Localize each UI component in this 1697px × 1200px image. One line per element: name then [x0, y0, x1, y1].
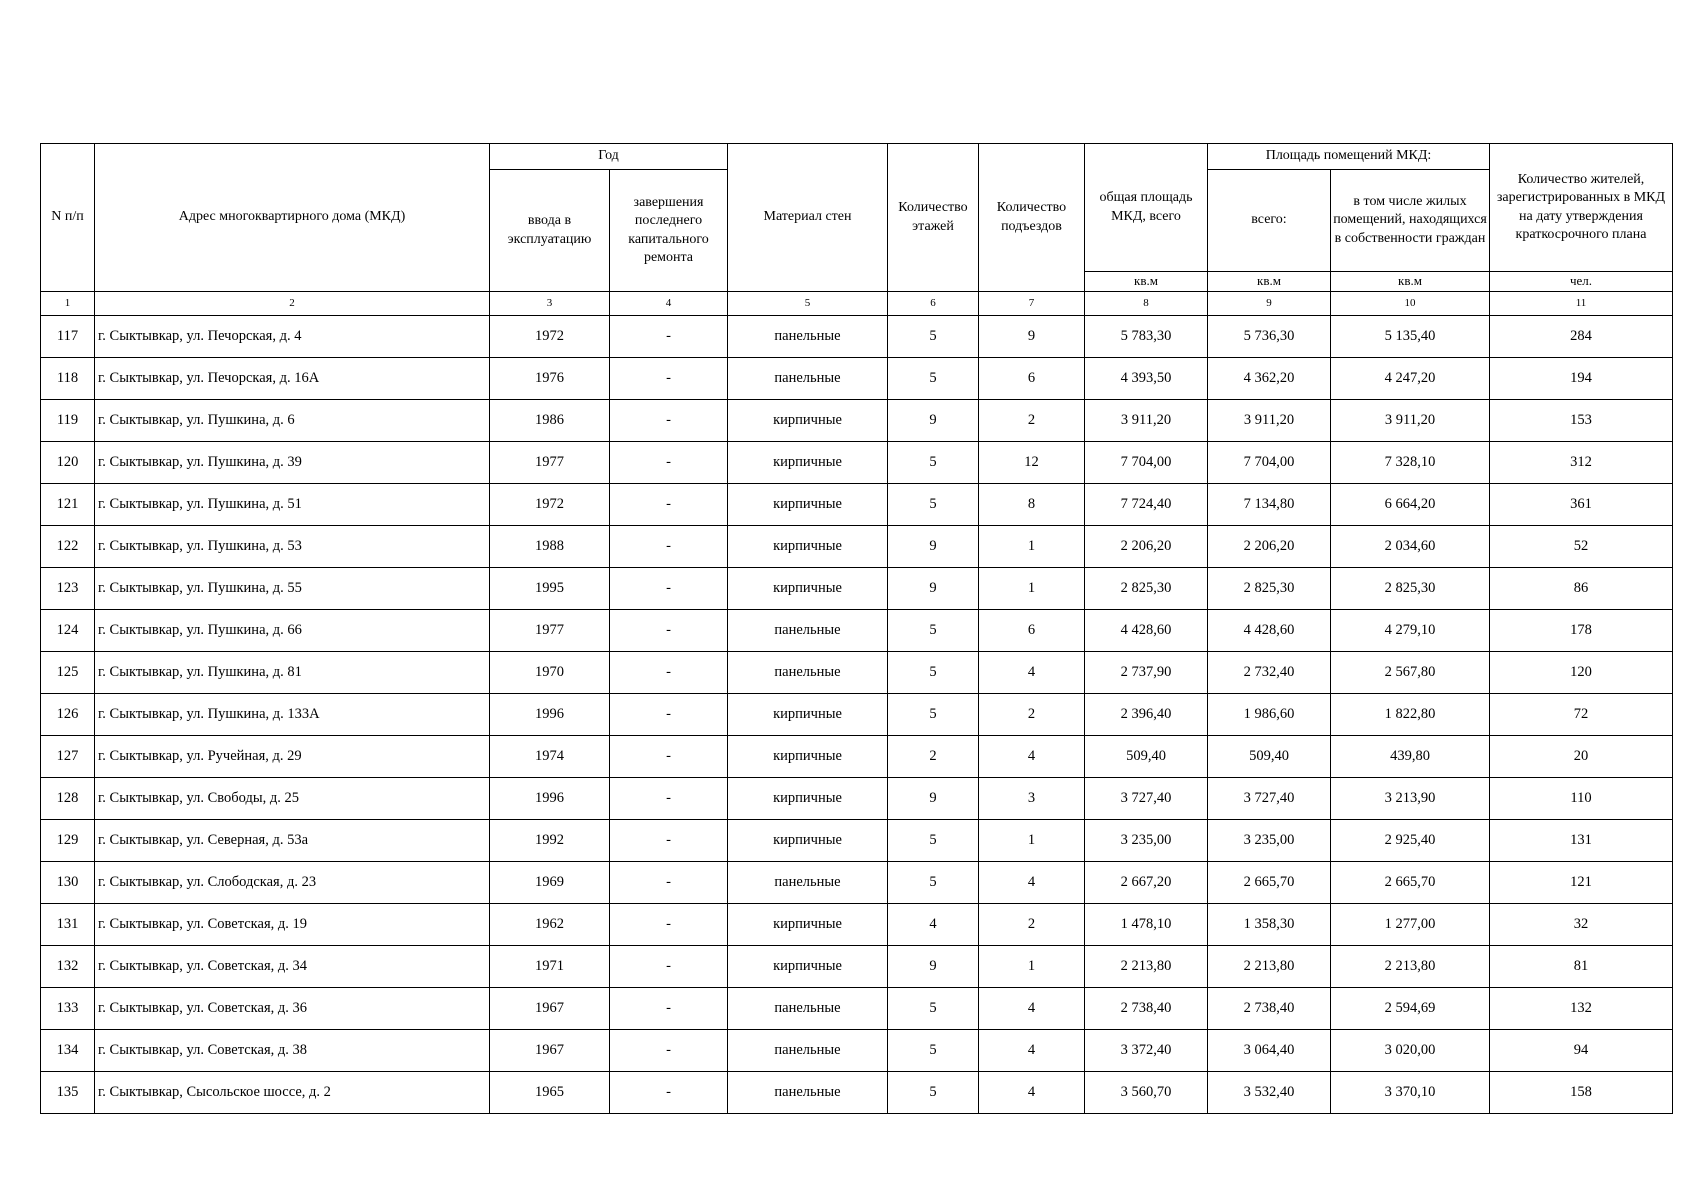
table-row — [41, 1030, 1673, 1072]
cell-n: 134 — [41, 1030, 95, 1072]
table-row — [41, 946, 1673, 988]
cell-walls: панельные — [728, 610, 888, 652]
cell-year-commission: 1996 — [490, 694, 610, 736]
cell-area-all: 3 911,20 — [1208, 400, 1331, 442]
cell-area-all: 4 428,60 — [1208, 610, 1331, 652]
cell-address: г. Сыктывкар, ул. Северная, д. 53а — [95, 820, 490, 862]
cell-address: г. Сыктывкар, ул. Печорская, д. 4 — [95, 316, 490, 358]
cell-area-all: 2 213,80 — [1208, 946, 1331, 988]
cell-year-commission: 1962 — [490, 904, 610, 946]
cell-total-area: 3 560,70 — [1085, 1072, 1208, 1114]
cell-floors: 9 — [888, 526, 979, 568]
table-row — [41, 568, 1673, 610]
cell-residents: 32 — [1490, 904, 1673, 946]
cell-year-repair: - — [610, 484, 728, 526]
cell-total-area: 1 478,10 — [1085, 904, 1208, 946]
cell-area-all: 2 732,40 — [1208, 652, 1331, 694]
cell-year-repair: - — [610, 358, 728, 400]
cell-residents: 81 — [1490, 946, 1673, 988]
cell-area-all: 7 704,00 — [1208, 442, 1331, 484]
cell-n: 133 — [41, 988, 95, 1030]
cell-residents: 194 — [1490, 358, 1673, 400]
cell-year-commission: 1967 — [490, 988, 610, 1030]
column-number: 8 — [1085, 292, 1208, 316]
cell-floors: 5 — [888, 1030, 979, 1072]
table-row — [41, 1072, 1673, 1114]
cell-total-area: 2 213,80 — [1085, 946, 1208, 988]
cell-residents: 132 — [1490, 988, 1673, 1030]
cell-entrances: 4 — [979, 1030, 1085, 1072]
cell-entrances: 2 — [979, 400, 1085, 442]
cell-year-repair: - — [610, 568, 728, 610]
cell-entrances: 6 — [979, 610, 1085, 652]
cell-area-private: 2 213,80 — [1331, 946, 1490, 988]
cell-n: 121 — [41, 484, 95, 526]
cell-floors: 5 — [888, 862, 979, 904]
cell-year-repair: - — [610, 904, 728, 946]
cell-year-commission: 1995 — [490, 568, 610, 610]
cell-entrances: 4 — [979, 988, 1085, 1030]
cell-residents: 20 — [1490, 736, 1673, 778]
cell-floors: 5 — [888, 820, 979, 862]
cell-walls: кирпичные — [728, 442, 888, 484]
header-area-private: в том числе жилых помещений, находящихся в собственности граждан — [1331, 170, 1490, 272]
cell-area-private: 2 825,30 — [1331, 568, 1490, 610]
cell-year-repair: - — [610, 526, 728, 568]
cell-total-area: 2 738,40 — [1085, 988, 1208, 1030]
cell-total-area: 2 825,30 — [1085, 568, 1208, 610]
cell-residents: 110 — [1490, 778, 1673, 820]
table-row — [41, 778, 1673, 820]
cell-entrances: 8 — [979, 484, 1085, 526]
cell-walls: кирпичные — [728, 400, 888, 442]
cell-area-all: 4 362,20 — [1208, 358, 1331, 400]
cell-year-commission: 1988 — [490, 526, 610, 568]
cell-year-repair: - — [610, 778, 728, 820]
cell-address: г. Сыктывкар, ул. Пушкина, д. 81 — [95, 652, 490, 694]
cell-floors: 5 — [888, 1072, 979, 1114]
header-area-all: всего: — [1208, 170, 1331, 272]
cell-total-area: 2 737,90 — [1085, 652, 1208, 694]
column-number: 7 — [979, 292, 1085, 316]
cell-area-private: 4 279,10 — [1331, 610, 1490, 652]
cell-year-repair: - — [610, 694, 728, 736]
cell-address: г. Сыктывкар, ул. Советская, д. 38 — [95, 1030, 490, 1072]
cell-walls: кирпичные — [728, 946, 888, 988]
header-residents: Количество жителей, зарегистрированных в МКД на дату утверждения краткосрочного плана — [1490, 144, 1673, 272]
cell-floors: 9 — [888, 946, 979, 988]
table-row — [41, 904, 1673, 946]
cell-address: г. Сыктывкар, ул. Ручейная, д. 29 — [95, 736, 490, 778]
cell-n: 123 — [41, 568, 95, 610]
cell-year-commission: 1967 — [490, 1030, 610, 1072]
table-row — [41, 484, 1673, 526]
cell-walls: кирпичные — [728, 526, 888, 568]
cell-area-all: 1 358,30 — [1208, 904, 1331, 946]
cell-residents: 131 — [1490, 820, 1673, 862]
cell-residents: 284 — [1490, 316, 1673, 358]
cell-address: г. Сыктывкар, ул. Советская, д. 34 — [95, 946, 490, 988]
cell-total-area: 4 393,50 — [1085, 358, 1208, 400]
table-row — [41, 316, 1673, 358]
cell-walls: панельные — [728, 316, 888, 358]
cell-total-area: 5 783,30 — [1085, 316, 1208, 358]
cell-address: г. Сыктывкар, ул. Свободы, д. 25 — [95, 778, 490, 820]
cell-walls: кирпичные — [728, 694, 888, 736]
cell-walls: панельные — [728, 988, 888, 1030]
unit-residents: чел. — [1490, 272, 1673, 292]
cell-residents: 178 — [1490, 610, 1673, 652]
cell-residents: 120 — [1490, 652, 1673, 694]
cell-total-area: 2 206,20 — [1085, 526, 1208, 568]
cell-entrances: 4 — [979, 652, 1085, 694]
cell-entrances: 1 — [979, 526, 1085, 568]
cell-n: 118 — [41, 358, 95, 400]
cell-residents: 158 — [1490, 1072, 1673, 1114]
header-total-area: общая площадь МКД, всего — [1085, 144, 1208, 272]
table-row — [41, 526, 1673, 568]
cell-floors: 5 — [888, 610, 979, 652]
header-address: Адрес многоквартирного дома (МКД) — [95, 144, 490, 292]
cell-floors: 4 — [888, 904, 979, 946]
table-body — [41, 316, 1673, 1114]
column-number: 6 — [888, 292, 979, 316]
cell-area-private: 1 277,00 — [1331, 904, 1490, 946]
cell-area-all: 2 825,30 — [1208, 568, 1331, 610]
cell-n: 120 — [41, 442, 95, 484]
cell-floors: 5 — [888, 484, 979, 526]
cell-area-all: 2 738,40 — [1208, 988, 1331, 1030]
cell-address: г. Сыктывкар, ул. Пушкина, д. 53 — [95, 526, 490, 568]
header-n: N п/п — [41, 144, 95, 292]
cell-total-area: 3 372,40 — [1085, 1030, 1208, 1072]
cell-year-repair: - — [610, 862, 728, 904]
cell-area-all: 509,40 — [1208, 736, 1331, 778]
header-year-group: Год — [490, 144, 728, 170]
cell-walls: кирпичные — [728, 484, 888, 526]
cell-walls: кирпичные — [728, 820, 888, 862]
cell-residents: 312 — [1490, 442, 1673, 484]
table-row — [41, 400, 1673, 442]
cell-area-private: 1 822,80 — [1331, 694, 1490, 736]
header-area-group: Площадь помещений МКД: — [1208, 144, 1490, 170]
cell-floors: 5 — [888, 988, 979, 1030]
cell-n: 124 — [41, 610, 95, 652]
cell-area-all: 5 736,30 — [1208, 316, 1331, 358]
table-row — [41, 820, 1673, 862]
cell-area-all: 3 532,40 — [1208, 1072, 1331, 1114]
header-year-repair: завершения последнего капитального ремонта — [610, 170, 728, 292]
cell-residents: 94 — [1490, 1030, 1673, 1072]
housing-table — [40, 143, 1673, 1114]
cell-area-all: 7 134,80 — [1208, 484, 1331, 526]
cell-entrances: 1 — [979, 946, 1085, 988]
table-row — [41, 610, 1673, 652]
cell-floors: 9 — [888, 778, 979, 820]
cell-year-repair: - — [610, 610, 728, 652]
cell-total-area: 2 667,20 — [1085, 862, 1208, 904]
cell-area-all: 2 206,20 — [1208, 526, 1331, 568]
cell-residents: 361 — [1490, 484, 1673, 526]
column-number: 9 — [1208, 292, 1331, 316]
cell-address: г. Сыктывкар, ул. Советская, д. 19 — [95, 904, 490, 946]
cell-residents: 52 — [1490, 526, 1673, 568]
header-walls: Материал стен — [728, 144, 888, 292]
cell-entrances: 1 — [979, 568, 1085, 610]
cell-entrances: 4 — [979, 862, 1085, 904]
cell-entrances: 4 — [979, 1072, 1085, 1114]
cell-walls: панельные — [728, 862, 888, 904]
cell-total-area: 7 704,00 — [1085, 442, 1208, 484]
cell-year-repair: - — [610, 442, 728, 484]
cell-year-commission: 1965 — [490, 1072, 610, 1114]
cell-floors: 5 — [888, 694, 979, 736]
cell-walls: панельные — [728, 1072, 888, 1114]
cell-year-commission: 1977 — [490, 442, 610, 484]
cell-floors: 5 — [888, 358, 979, 400]
cell-address: г. Сыктывкар, ул. Советская, д. 36 — [95, 988, 490, 1030]
column-number: 1 — [41, 292, 95, 316]
cell-year-commission: 1969 — [490, 862, 610, 904]
cell-year-repair: - — [610, 400, 728, 442]
cell-walls: кирпичные — [728, 904, 888, 946]
cell-year-commission: 1972 — [490, 484, 610, 526]
cell-floors: 5 — [888, 442, 979, 484]
cell-entrances: 1 — [979, 820, 1085, 862]
cell-residents: 86 — [1490, 568, 1673, 610]
cell-year-repair: - — [610, 736, 728, 778]
cell-total-area: 509,40 — [1085, 736, 1208, 778]
cell-year-commission: 1976 — [490, 358, 610, 400]
cell-total-area: 7 724,40 — [1085, 484, 1208, 526]
cell-area-all: 2 665,70 — [1208, 862, 1331, 904]
cell-year-repair: - — [610, 946, 728, 988]
column-number: 10 — [1331, 292, 1490, 316]
cell-n: 131 — [41, 904, 95, 946]
cell-area-private: 3 911,20 — [1331, 400, 1490, 442]
cell-n: 127 — [41, 736, 95, 778]
cell-year-commission: 1996 — [490, 778, 610, 820]
cell-area-private: 3 020,00 — [1331, 1030, 1490, 1072]
cell-walls: панельные — [728, 358, 888, 400]
cell-floors: 9 — [888, 400, 979, 442]
cell-area-private: 3 370,10 — [1331, 1072, 1490, 1114]
cell-total-area: 3 911,20 — [1085, 400, 1208, 442]
column-number: 4 — [610, 292, 728, 316]
table-row — [41, 358, 1673, 400]
cell-n: 117 — [41, 316, 95, 358]
column-number: 11 — [1490, 292, 1673, 316]
unit-area-all: кв.м — [1208, 272, 1331, 292]
cell-residents: 72 — [1490, 694, 1673, 736]
cell-year-commission: 1971 — [490, 946, 610, 988]
table-row — [41, 988, 1673, 1030]
cell-entrances: 2 — [979, 694, 1085, 736]
column-number-row — [41, 292, 1673, 316]
header-floors: Количество этажей — [888, 144, 979, 292]
cell-area-private: 3 213,90 — [1331, 778, 1490, 820]
cell-address: г. Сыктывкар, ул. Печорская, д. 16А — [95, 358, 490, 400]
cell-n: 122 — [41, 526, 95, 568]
cell-area-all: 3 064,40 — [1208, 1030, 1331, 1072]
cell-area-private: 2 594,69 — [1331, 988, 1490, 1030]
cell-walls: панельные — [728, 652, 888, 694]
cell-walls: кирпичные — [728, 778, 888, 820]
cell-year-commission: 1974 — [490, 736, 610, 778]
cell-total-area: 3 235,00 — [1085, 820, 1208, 862]
cell-area-all: 3 727,40 — [1208, 778, 1331, 820]
cell-area-private: 5 135,40 — [1331, 316, 1490, 358]
cell-walls: панельные — [728, 1030, 888, 1072]
cell-year-commission: 1972 — [490, 316, 610, 358]
column-number: 3 — [490, 292, 610, 316]
cell-entrances: 6 — [979, 358, 1085, 400]
unit-total-area: кв.м — [1085, 272, 1208, 292]
unit-area-private: кв.м — [1331, 272, 1490, 292]
cell-address: г. Сыктывкар, ул. Пушкина, д. 133А — [95, 694, 490, 736]
cell-year-repair: - — [610, 988, 728, 1030]
cell-address: г. Сыктывкар, ул. Пушкина, д. 51 — [95, 484, 490, 526]
table-row — [41, 862, 1673, 904]
cell-year-commission: 1986 — [490, 400, 610, 442]
cell-year-commission: 1977 — [490, 610, 610, 652]
cell-address: г. Сыктывкар, ул. Пушкина, д. 6 — [95, 400, 490, 442]
cell-floors: 5 — [888, 316, 979, 358]
cell-total-area: 3 727,40 — [1085, 778, 1208, 820]
cell-year-repair: - — [610, 652, 728, 694]
cell-total-area: 4 428,60 — [1085, 610, 1208, 652]
cell-entrances: 4 — [979, 736, 1085, 778]
cell-residents: 153 — [1490, 400, 1673, 442]
cell-floors: 2 — [888, 736, 979, 778]
cell-n: 125 — [41, 652, 95, 694]
cell-n: 129 — [41, 820, 95, 862]
cell-area-private: 4 247,20 — [1331, 358, 1490, 400]
cell-address: г. Сыктывкар, ул. Пушкина, д. 66 — [95, 610, 490, 652]
cell-n: 126 — [41, 694, 95, 736]
cell-area-private: 439,80 — [1331, 736, 1490, 778]
cell-area-private: 6 664,20 — [1331, 484, 1490, 526]
cell-year-commission: 1992 — [490, 820, 610, 862]
cell-year-repair: - — [610, 1072, 728, 1114]
cell-floors: 5 — [888, 652, 979, 694]
header-entrances: Количество подъездов — [979, 144, 1085, 292]
cell-total-area: 2 396,40 — [1085, 694, 1208, 736]
cell-entrances: 2 — [979, 904, 1085, 946]
cell-year-commission: 1970 — [490, 652, 610, 694]
cell-n: 130 — [41, 862, 95, 904]
cell-area-all: 3 235,00 — [1208, 820, 1331, 862]
cell-residents: 121 — [1490, 862, 1673, 904]
cell-year-repair: - — [610, 316, 728, 358]
column-number: 2 — [95, 292, 490, 316]
cell-area-all: 1 986,60 — [1208, 694, 1331, 736]
table-row — [41, 442, 1673, 484]
cell-year-repair: - — [610, 1030, 728, 1072]
cell-address: г. Сыктывкар, Сысольское шоссе, д. 2 — [95, 1072, 490, 1114]
cell-n: 128 — [41, 778, 95, 820]
cell-area-private: 2 034,60 — [1331, 526, 1490, 568]
cell-address: г. Сыктывкар, ул. Пушкина, д. 39 — [95, 442, 490, 484]
cell-address: г. Сыктывкар, ул. Пушкина, д. 55 — [95, 568, 490, 610]
column-number: 5 — [728, 292, 888, 316]
header-year-commission: ввода в эксплуатацию — [490, 170, 610, 292]
table-row — [41, 652, 1673, 694]
cell-floors: 9 — [888, 568, 979, 610]
cell-address: г. Сыктывкар, ул. Слободская, д. 23 — [95, 862, 490, 904]
cell-n: 135 — [41, 1072, 95, 1114]
cell-entrances: 9 — [979, 316, 1085, 358]
cell-area-private: 2 925,40 — [1331, 820, 1490, 862]
cell-walls: кирпичные — [728, 568, 888, 610]
cell-n: 132 — [41, 946, 95, 988]
table-row — [41, 694, 1673, 736]
cell-entrances: 12 — [979, 442, 1085, 484]
cell-n: 119 — [41, 400, 95, 442]
cell-area-private: 7 328,10 — [1331, 442, 1490, 484]
cell-area-private: 2 567,80 — [1331, 652, 1490, 694]
cell-year-repair: - — [610, 820, 728, 862]
cell-area-private: 2 665,70 — [1331, 862, 1490, 904]
table-row — [41, 736, 1673, 778]
cell-entrances: 3 — [979, 778, 1085, 820]
cell-walls: кирпичные — [728, 736, 888, 778]
